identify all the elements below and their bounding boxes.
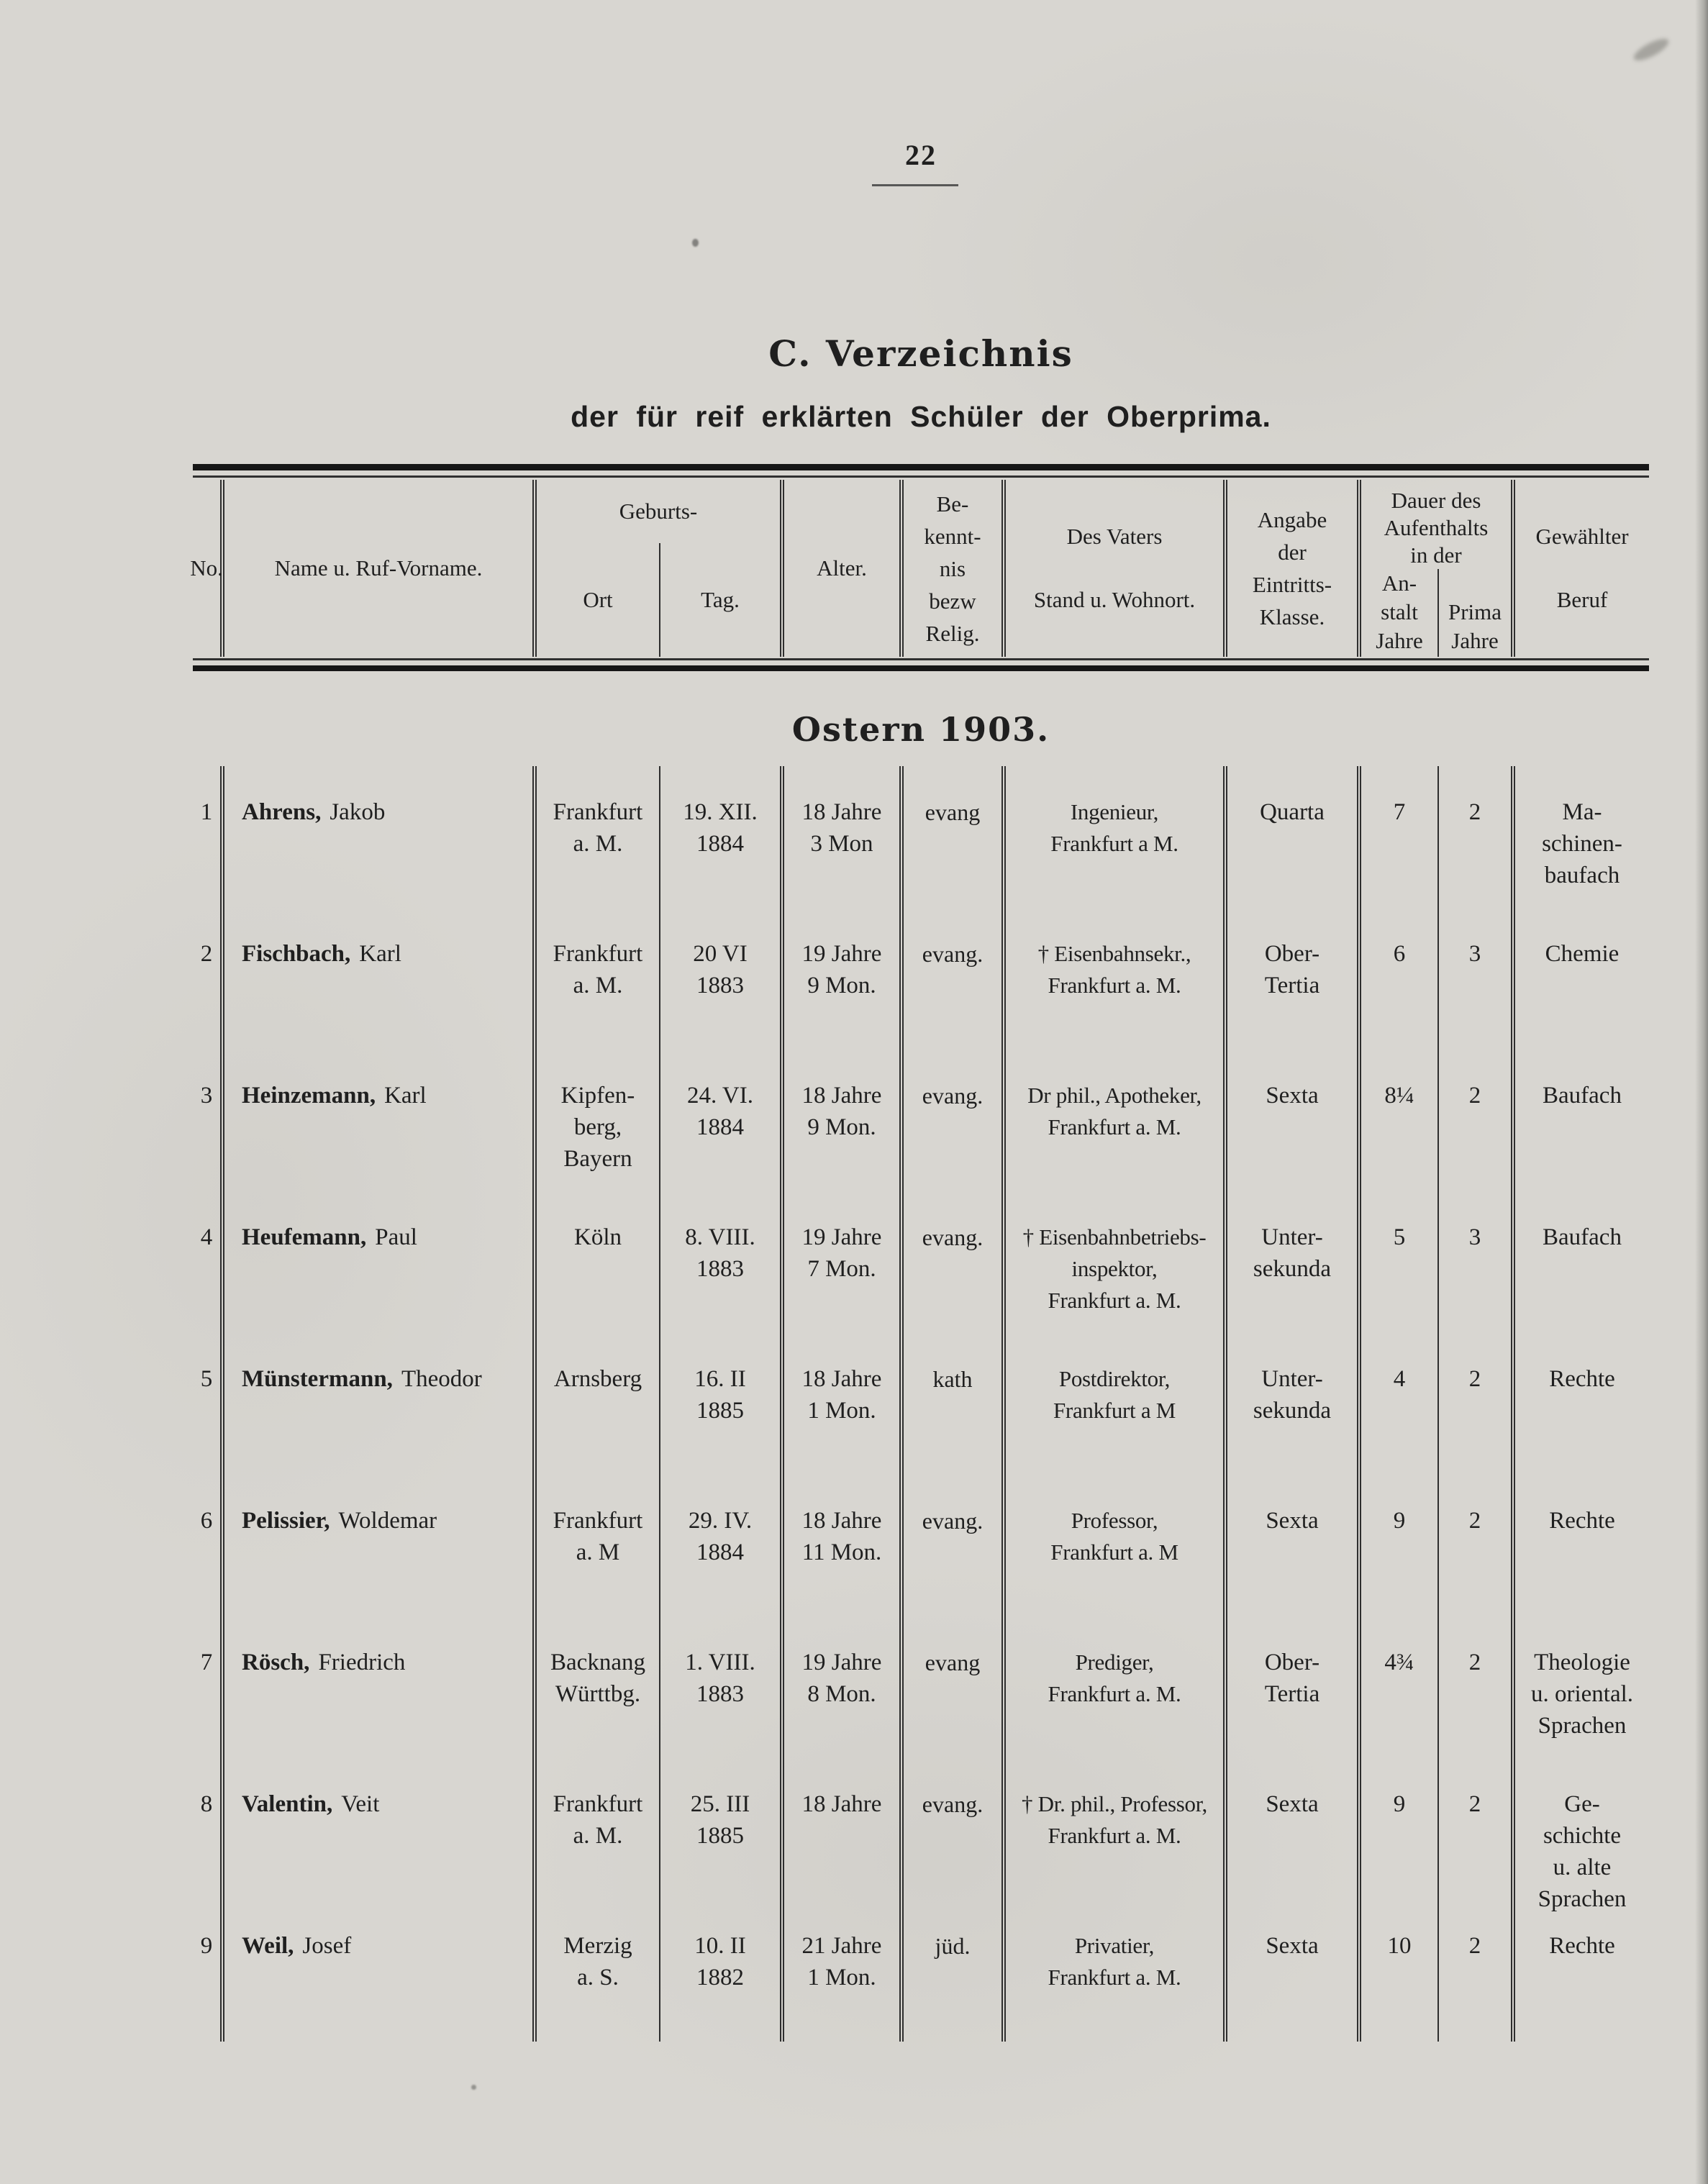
cell-chosen-career: Theologie u. oriental. Sprachen (1530, 1650, 1634, 1739)
student-firstname: Friedrich (318, 1650, 406, 1675)
cell-name (224, 1191, 537, 1333)
cell-years-anstalt: 10 (1361, 1900, 1439, 2042)
cell-birth-place: Backnang Württbg. (537, 1616, 660, 1758)
cell-father: Privatier, Frankfurt a. M. (1006, 1900, 1227, 2042)
header-vater-line2: Stand u. Wohnort. (1033, 587, 1196, 612)
header-ort: Ort (537, 543, 660, 657)
header-dauer: Dauer des Aufenthalts in der (1384, 488, 1489, 568)
cell-entry-class: Ober- Tertia (1227, 908, 1361, 1050)
group-heading: Ostern 1903. (791, 710, 1050, 749)
cell-religion: evang (904, 1616, 1006, 1758)
cell-years-anstalt: 4¾ (1361, 1616, 1439, 1758)
header-name: Name u. Ruf-Vorname. (224, 480, 537, 657)
student-firstname: Jakob (330, 799, 386, 825)
student-surname: Fischbach, (242, 941, 351, 967)
header-vater-line1: Des Vaters (1066, 524, 1163, 549)
header-no: No. (193, 480, 224, 657)
cell-chosen-career: Baufach (1543, 1083, 1622, 1109)
cell-name (224, 766, 537, 908)
cell-age: 19 Jahre 9 Mon. (784, 908, 904, 1050)
header-prima-jahre: Prima Jahre (1448, 599, 1502, 653)
cell-entry-class: Sexta (1227, 1475, 1361, 1616)
cell-birth-date: 19. XII. 1884 (660, 766, 784, 908)
cell-religion: evang. (904, 1758, 1006, 1900)
cell-years-prima: 2 (1439, 1758, 1515, 1900)
student-firstname: Paul (375, 1224, 417, 1250)
cell-birth-date: 25. III 1885 (660, 1758, 784, 1900)
cell-chosen-career: Rechte (1549, 1508, 1615, 1534)
cell-years-anstalt: 9 (1361, 1475, 1439, 1616)
cell-birth-place: Köln (537, 1191, 660, 1333)
header-vater (1006, 480, 1227, 657)
cell-name (224, 1758, 537, 1900)
cell-age: 19 Jahre 8 Mon. (784, 1616, 904, 1758)
student-firstname: Josef (302, 1933, 352, 1959)
cell-chosen-career: Ge- schichte u. alte Sprachen (1537, 1791, 1627, 1912)
cell-religion: evang. (904, 1191, 1006, 1333)
cell-birth-date: 16. II 1885 (660, 1333, 784, 1475)
student-firstname: Karl (384, 1083, 427, 1109)
student-firstname: Karl (359, 941, 401, 967)
scan-edge-shadow (1695, 0, 1708, 2184)
paper-speck (471, 2085, 476, 2090)
student-firstname: Theodor (401, 1366, 482, 1392)
cell-chosen-career: Ma- schinen- baufach (1542, 799, 1622, 888)
cell-years-anstalt: 6 (1361, 908, 1439, 1050)
cell-father: † Eisenbahnsekr., Frankfurt a. M. (1006, 908, 1227, 1050)
student-surname: Heufemann, (242, 1224, 367, 1250)
cell-no: 9 (193, 1900, 224, 2042)
cell-religion: evang. (904, 1475, 1006, 1616)
header-beruf-line1: Gewählter (1535, 524, 1629, 549)
cell-birth-date: 29. IV. 1884 (660, 1475, 784, 1616)
cell-years-anstalt: 7 (1361, 766, 1439, 908)
cell-age: 21 Jahre 1 Mon. (784, 1900, 904, 2042)
cell-no: 7 (193, 1616, 224, 1758)
cell-religion: evang. (904, 908, 1006, 1050)
page-number-rule (872, 184, 958, 186)
table-header-bottom-rule (193, 657, 1649, 673)
header-geburts: Geburts- (619, 499, 698, 524)
cell-name (224, 1616, 537, 1758)
cell-years-prima: 2 (1439, 1050, 1515, 1191)
cell-no: 5 (193, 1333, 224, 1475)
cell-no: 8 (193, 1758, 224, 1900)
cell-entry-class: Quarta (1227, 766, 1361, 908)
cell-birth-date: 10. II 1882 (660, 1900, 784, 2042)
cell-religion: evang. (904, 1050, 1006, 1191)
cell-entry-class: Sexta (1227, 1900, 1361, 2042)
cell-years-prima: 2 (1439, 1900, 1515, 2042)
cell-entry-class: Ober- Tertia (1227, 1616, 1361, 1758)
cell-no: 1 (193, 766, 224, 908)
student-firstname: Woldemar (338, 1508, 437, 1534)
cell-years-prima: 3 (1439, 908, 1515, 1050)
student-surname: Rösch, (242, 1650, 310, 1675)
cell-father: Postdirektor, Frankfurt a M (1006, 1333, 1227, 1475)
student-surname: Ahrens, (242, 799, 322, 825)
cell-entry-class: Unter- sekunda (1227, 1191, 1361, 1333)
cell-years-anstalt: 5 (1361, 1191, 1439, 1333)
cell-birth-date: 24. VI. 1884 (660, 1050, 784, 1191)
header-beruf-line2: Beruf (1556, 587, 1608, 612)
header-geburts-group (537, 480, 784, 657)
cell-age: 18 Jahre 9 Mon. (784, 1050, 904, 1191)
cell-years-prima: 3 (1439, 1191, 1515, 1333)
cell-entry-class: Unter- sekunda (1227, 1333, 1361, 1475)
cell-age: 18 Jahre 1 Mon. (784, 1333, 904, 1475)
cell-name (224, 1333, 537, 1475)
cell-years-prima: 2 (1439, 1616, 1515, 1758)
cell-religion: jüd. (904, 1900, 1006, 2042)
header-tag: Tag. (701, 587, 740, 612)
student-surname: Pelissier, (242, 1508, 330, 1534)
student-surname: Münstermann, (242, 1366, 393, 1392)
cell-birth-place: Frankfurt a. M. (537, 1758, 660, 1900)
header-anstalt-jahre: An- stalt Jahre (1361, 569, 1439, 657)
cell-no: 4 (193, 1191, 224, 1333)
cell-name (224, 1900, 537, 2042)
cell-birth-place: Arnsberg (537, 1333, 660, 1475)
cell-birth-date: 8. VIII. 1883 (660, 1191, 784, 1333)
table-header (190, 480, 1649, 657)
cell-birth-date: 20 VI 1883 (660, 908, 784, 1050)
cell-religion: evang (904, 766, 1006, 908)
cell-years-anstalt: 8¼ (1361, 1050, 1439, 1191)
cell-chosen-career: Baufach (1543, 1224, 1622, 1250)
header-beruf (1515, 480, 1649, 657)
student-surname: Heinzemann, (242, 1083, 376, 1109)
cell-chosen-career: Rechte (1549, 1366, 1615, 1392)
cell-years-anstalt: 9 (1361, 1758, 1439, 1900)
cell-no: 6 (193, 1475, 224, 1616)
student-firstname: Veit (341, 1791, 380, 1817)
cell-father: Dr phil., Apotheker, Frankfurt a. M. (1006, 1050, 1227, 1191)
header-bekenntnis: Be- kennt- nis bezw Relig. (904, 480, 1006, 657)
cell-age: 18 Jahre (784, 1758, 904, 1900)
cell-birth-place: Frankfurt a. M (537, 1475, 660, 1616)
table-body (193, 766, 1649, 2042)
cell-father: Professor, Frankfurt a. M (1006, 1475, 1227, 1616)
header-dauer-group (1361, 480, 1515, 657)
cell-entry-class: Sexta (1227, 1050, 1361, 1191)
cell-years-prima: 2 (1439, 1475, 1515, 1616)
cell-father: Prediger, Frankfurt a. M. (1006, 1616, 1227, 1758)
header-alter: Alter. (784, 480, 904, 657)
cell-father: Ingenieur, Frankfurt a M. (1006, 766, 1227, 908)
student-surname: Valentin, (242, 1791, 333, 1817)
cell-no: 2 (193, 908, 224, 1050)
cell-birth-place: Frankfurt a. M. (537, 766, 660, 908)
table-top-rule (193, 464, 1649, 480)
cell-birth-place: Frankfurt a. M. (537, 908, 660, 1050)
paper-speck (692, 239, 699, 247)
cell-birth-date: 1. VIII. 1883 (660, 1616, 784, 1758)
cell-name (224, 1050, 537, 1191)
cell-age: 19 Jahre 7 Mon. (784, 1191, 904, 1333)
cell-birth-place: Merzig a. S. (537, 1900, 660, 2042)
cell-chosen-career: Chemie (1545, 941, 1620, 967)
cell-no: 3 (193, 1050, 224, 1191)
student-table-header-block (190, 464, 1649, 673)
header-geburts-split (537, 543, 780, 657)
header-eintrittsklasse: Angabe der Eintritts- Klasse. (1227, 480, 1361, 657)
cell-entry-class: Sexta (1227, 1758, 1361, 1900)
page-number: 22 (905, 139, 937, 171)
cell-chosen-career: Rechte (1549, 1933, 1615, 1959)
cell-father: † Eisenbahnbetriebs- inspektor, Frankfurt a. M. (1006, 1191, 1227, 1333)
header-dauer-split (1361, 569, 1511, 657)
cell-name (224, 1475, 537, 1616)
cell-years-anstalt: 4 (1361, 1333, 1439, 1475)
cell-name (224, 908, 537, 1050)
section-title: C. Verzeichnis (768, 332, 1073, 375)
student-surname: Weil, (242, 1933, 294, 1959)
cell-father: † Dr. phil., Professor, Frankfurt a. M. (1006, 1758, 1227, 1900)
cell-years-prima: 2 (1439, 766, 1515, 908)
cell-age: 18 Jahre 3 Mon (784, 766, 904, 908)
cell-religion: kath (904, 1333, 1006, 1475)
scan-smudge (1631, 35, 1671, 64)
cell-birth-place: Kipfen- berg, Bayern (537, 1050, 660, 1191)
cell-years-prima: 2 (1439, 1333, 1515, 1475)
section-subtitle: der für reif erklärten Schüler der Oberprima. (571, 400, 1271, 433)
cell-age: 18 Jahre 11 Mon. (784, 1475, 904, 1616)
